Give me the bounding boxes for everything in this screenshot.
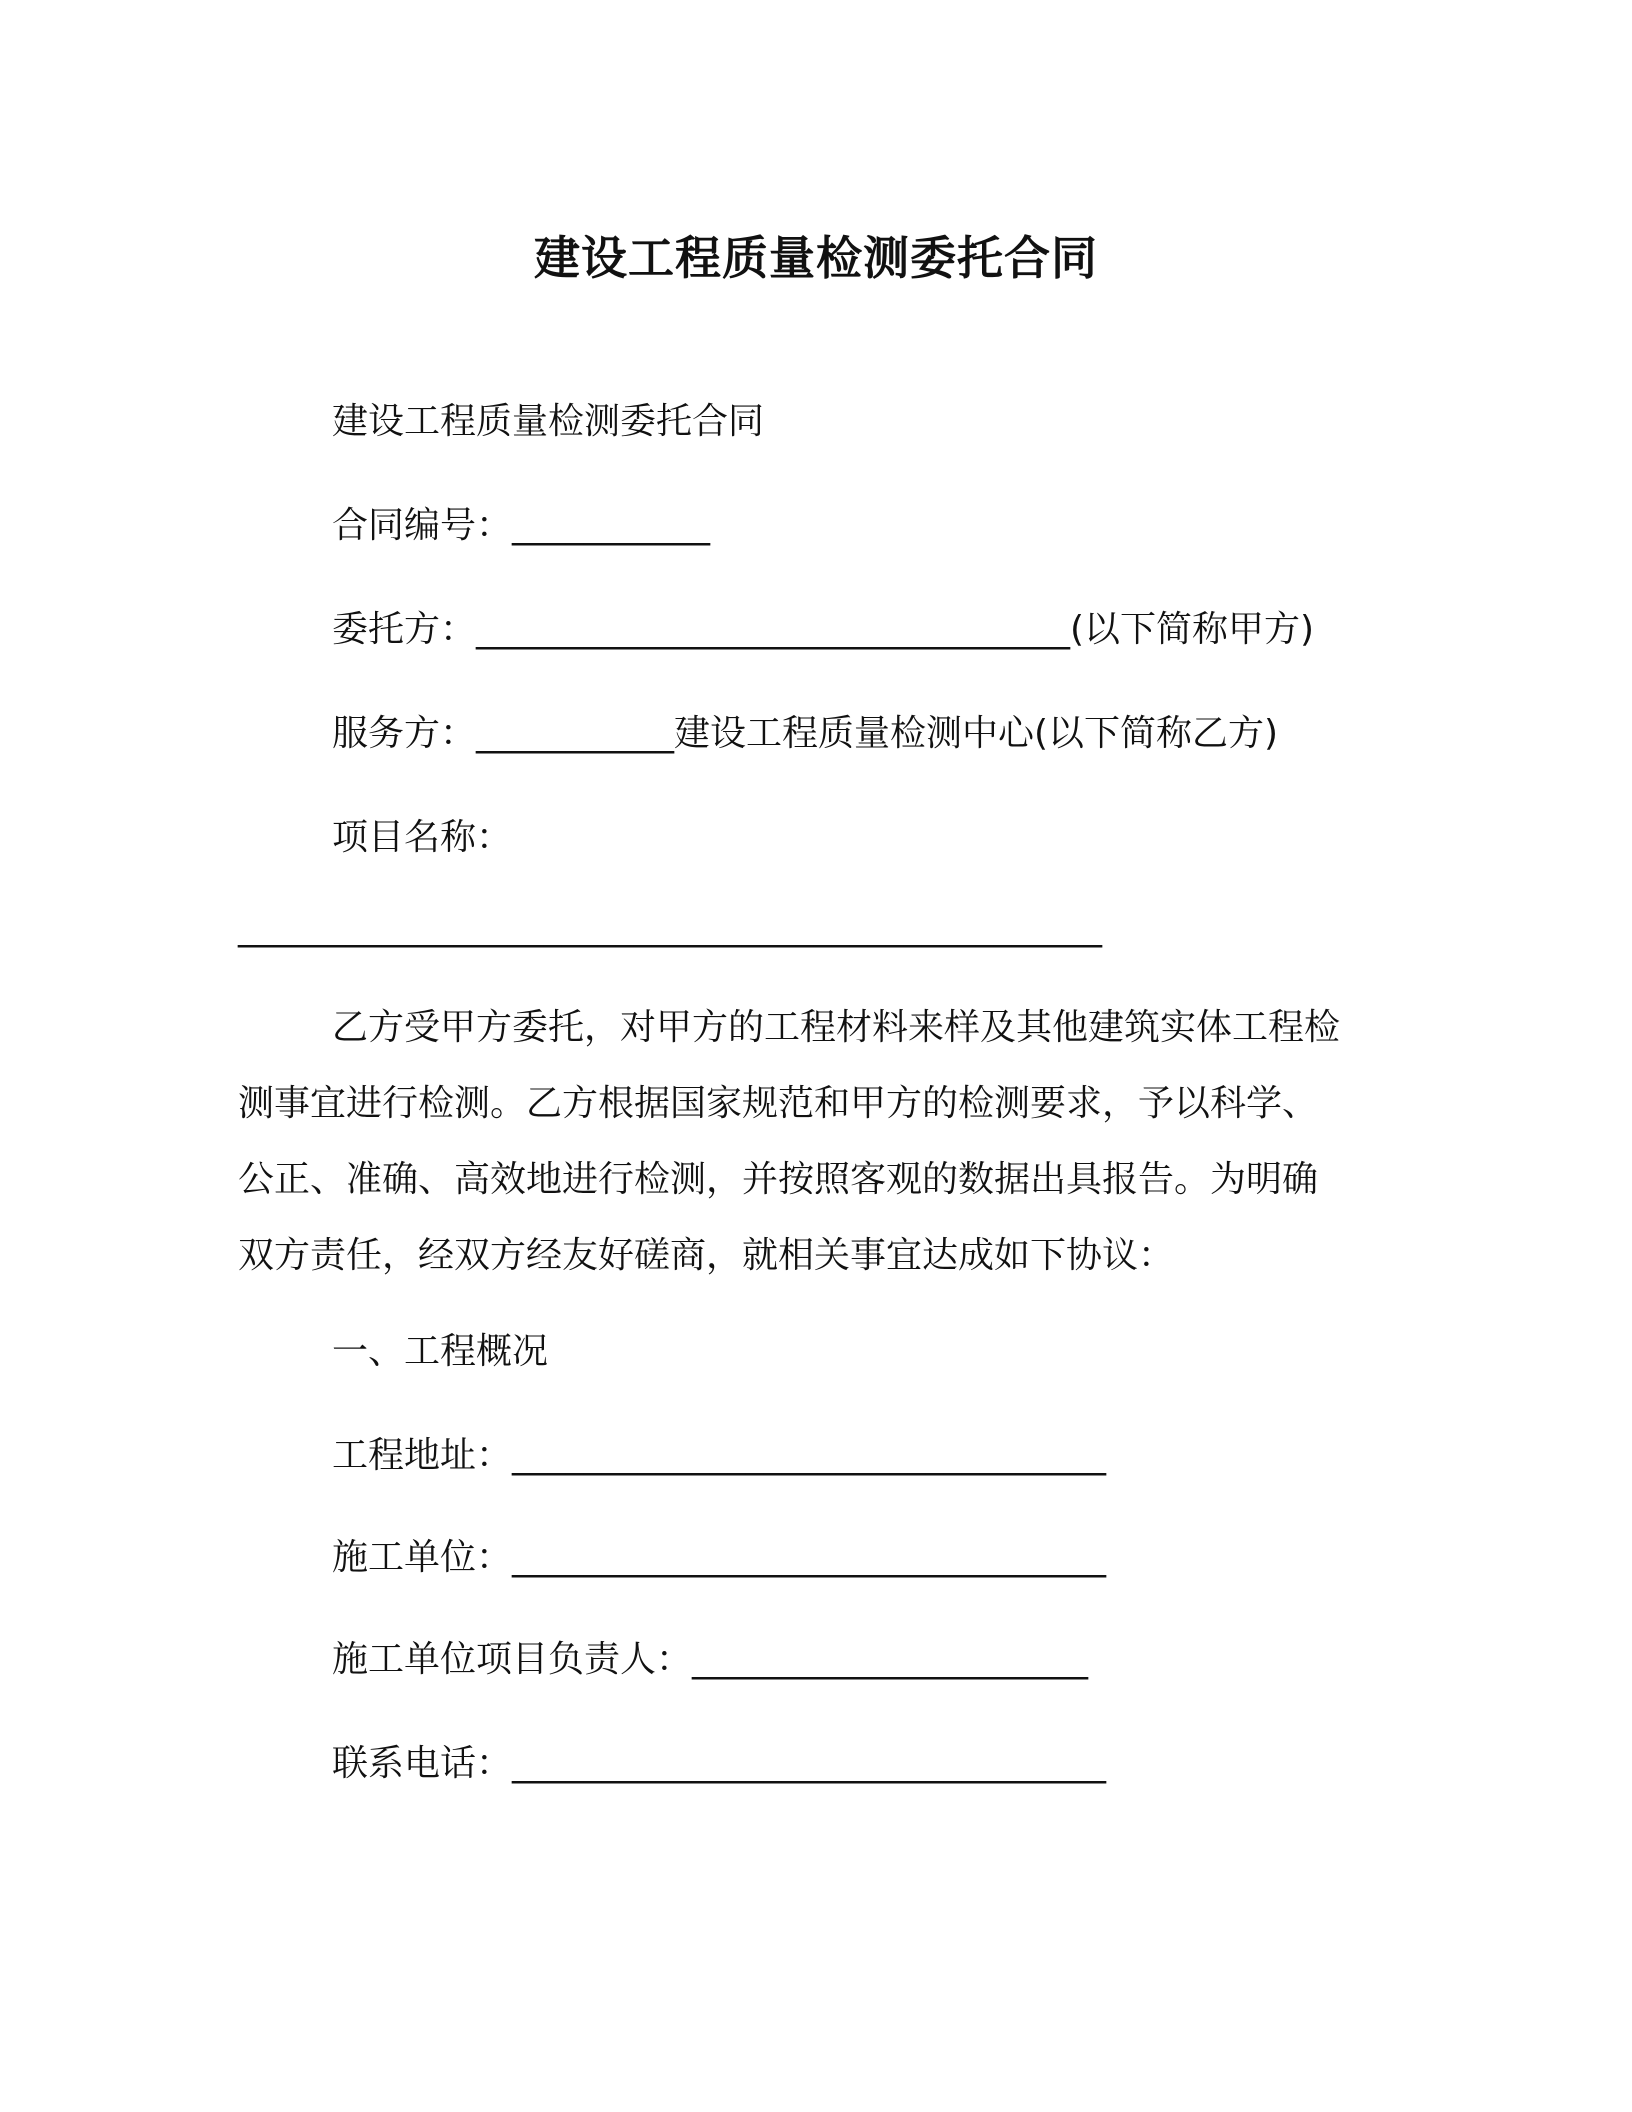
client-field [332, 606, 1314, 654]
phone-label: 联系电话： [332, 1743, 513, 1784]
project-manager-field [332, 1636, 1088, 1684]
service-blank: ___________ [476, 713, 675, 754]
project-manager-label: 施工单位项目负责人： [332, 1639, 693, 1680]
intro-line: 公正、准确、高效地进行检测，并按照客观的数据出具报告。为明确 [238, 1159, 1319, 1200]
project-manager-blank: ______________________ [692, 1639, 1089, 1680]
client-label: 委托方： [332, 609, 477, 650]
project-name-label: 项目名称： [332, 817, 513, 858]
intro-line: 测事宜进行检测。乙方根据国家规范和甲方的检测要求，予以科学、 [238, 1083, 1319, 1124]
document-subtitle: 建设工程质量检测委托合同 [332, 401, 765, 442]
section-1-heading: 一、工程概况 [332, 1331, 549, 1372]
client-blank: _________________________________ [476, 609, 1071, 650]
intro-paragraph [238, 990, 1378, 1294]
service-provider-field [332, 710, 1278, 758]
client-suffix: (以下简称甲方) [1070, 609, 1315, 650]
intro-line: 乙方受甲方委托，对甲方的工程材料来样及其他建筑实体工程检 [332, 1007, 1341, 1048]
contract-number-blank: ___________ [512, 505, 711, 546]
phone-field [332, 1740, 1106, 1788]
phone-blank: _________________________________ [512, 1743, 1107, 1784]
project-name-blank: ________________________________________________ [238, 907, 1102, 948]
contractor-blank: _________________________________ [512, 1537, 1107, 1578]
contractor-label: 施工单位： [332, 1537, 513, 1578]
service-label: 服务方： [332, 713, 477, 754]
project-address-label: 工程地址： [332, 1435, 513, 1476]
contract-number-label: 合同编号： [332, 505, 513, 546]
contract-number-field [332, 502, 710, 550]
service-suffix: 建设工程质量检测中心(以下简称乙方) [674, 713, 1279, 754]
intro-line: 双方责任，经双方经友好磋商，就相关事宜达成如下协议： [238, 1235, 1175, 1276]
document-title: 建设工程质量检测委托合同 [534, 231, 1098, 285]
project-address-blank: _________________________________ [512, 1435, 1107, 1476]
contractor-field [332, 1534, 1106, 1582]
project-address-field [332, 1432, 1106, 1480]
